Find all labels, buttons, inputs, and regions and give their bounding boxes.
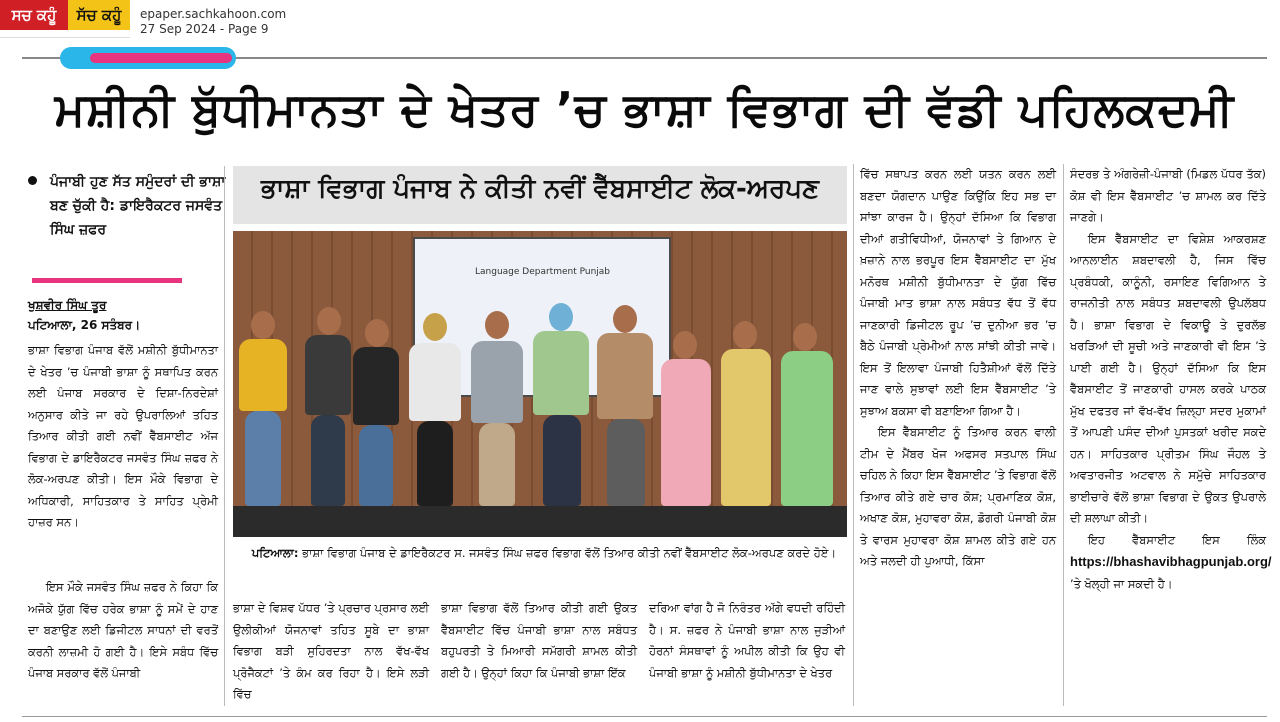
paragraph: ਇਸ ਵੈੱਬਸਾਈਟ ਨੂੰ ਤਿਆਰ ਕਰਨ ਵਾਲੀ ਟੀਮ ਦੇ ਮੈਂਬਰ ਖੋਜ ਅਫਸਰ ਸਤਪਾਲ ਸਿੰਘ ਚਹਿਲ ਨੇ ਕਿਹਾ ਇਸ ਵੈੱਬਸਾਈਟ ’ਤੇ ਵਿਭਾਗ ਵੱਲੋਂ ਤਿਆਰ ਕੀਤੇ ਗਏ ਚਾਰ ਕੋਸ਼; ਪ੍ਰਮਾਣਿਕ ਕੋਸ਼, ਅਖਾਣ ਕੋਸ਼, ਮੁਹਾਵਰਾ ਕੋਸ਼, ਡੋਗਰੀ ਪੰਜਾਬੀ ਕੋਸ਼ ਤੇ ਵਾਰਸ ਮੁਹਾਵਰਾ ਕੋਸ਼ ਸ਼ਾਮਲ ਕੀਤੇ ਗਏ ਹਨ ਅਤੇ ਜਲਦੀ ਹੀ ਪੁਆਧੀ, ਕਿੱਸਾ (860, 425, 1056, 568)
paragraph (1070, 530, 1272, 596)
person-head (423, 313, 447, 341)
paragraph: ਇਸ ਮੌਕੇ ਜਸਵੰਤ ਸਿੰਘ ਜ਼ਫਰ ਨੇ ਕਿਹਾ ਕਿ ਅਜੋਕੇ ਯੁੱਗ ਵਿੱਚ ਹਰੇਕ ਭਾਸ਼ਾ ਨੂੰ ਸਮੇਂ ਦੇ ਹਾਣ ਦਾ ਬਣਾਉਣ ਲਈ ਡਿਜੀਟਲ ਸਾਧਨਾਂ ਦੀ ਵਰਤੋਂ ਕਰਨੀ ਲਾਜ਼ਮੀ ਹੋ ਗਈ ਹੈ। ਇਸੇ ਸਬੰਧ ਵਿੱਚ ਪੰਜਾਬ ਸਰਕਾਰ ਵੱਲੋਂ ਪੰਜਾਬੀ (28, 580, 218, 680)
paragraph: ਦਰਿਆ ਵਾਂਗ ਹੈ ਜੋ ਨਿਰੰਤਰ ਅੱਗੇ ਵਧਦੀ ਰਹਿੰਦੀ ਹੈ। ਸ. ਜ਼ਫਰ ਨੇ ਪੰਜਾਬੀ ਭਾਸ਼ਾ ਨਾਲ ਜੁੜੀਆਂ ਹੋਰਨਾਂ ਸੰਸਥਾਵਾਂ ਨੂੰ ਅਪੀਲ ਕੀਤੀ ਕਿ ਉਹ ਵੀ ਪੰਜਾਬੀ ਭਾਸ਼ਾ ਨੂੰ ਮਸ਼ੀਨੀ ਬੁੱਧੀਮਾਨਤਾ ਦੇ ਖੇਤਰ (649, 601, 845, 680)
column-divider (1063, 164, 1064, 706)
link-tail: ’ਤੇ ਖੋਲ੍ਹੀ ਜਾ ਸਕਦੀ ਹੈ। (1070, 576, 1173, 591)
highlight-text: ਪੰਜਾਬੀ ਹੁਣ ਸੱਤ ਸਮੁੰਦਰਾਂ ਦੀ ਭਾਸ਼ਾ ਬਣ ਚੁੱਕੀ ਹੈ: ਡਾਇਰੈਕਟਰ ਜਸਵੰਤ ਸਿੰਘ ਜ਼ਫਰ (50, 174, 226, 238)
person (661, 359, 711, 506)
person (353, 347, 399, 425)
decorative-pill-pink (90, 53, 232, 63)
person (305, 335, 351, 415)
person (543, 415, 581, 506)
column-divider (224, 166, 225, 706)
person-head (793, 323, 817, 351)
person (311, 415, 345, 506)
column-1-continued (28, 577, 218, 685)
site-url[interactable]: epaper.sachkahoon.com (140, 7, 287, 21)
column-4 (649, 598, 845, 684)
column-5 (860, 164, 1056, 573)
person (597, 333, 653, 419)
person (359, 425, 393, 506)
caption-label: ਪਟਿਆਲਾ: (251, 546, 299, 560)
person (471, 341, 523, 423)
bottom-rule (22, 716, 1267, 717)
person-head (549, 303, 573, 331)
person-head (365, 319, 389, 347)
website-link[interactable]: https://bhashavibhagpunjab.org/ (1070, 554, 1272, 569)
person-head (251, 311, 275, 339)
byline: ਖੁਸ਼ਵੀਰ ਸਿੰਘ ਤੂਰ (28, 298, 107, 312)
paragraph: ਸੰਦਰਭ ਤੇ ਅੰਗਰੇਜ਼ੀ-ਪੰਜਾਬੀ (ਮਿਡਲ ਪੱਧਰ ਤੱਕ) ਕੋਸ਼ ਵੀ ਇਸ ਵੈੱਬਸਾਈਟ ’ਚ ਸ਼ਾਮਲ ਕਰ ਦਿੱਤੇ ਜਾਣਗੇ। (1070, 167, 1266, 224)
highlight-underline (32, 278, 182, 283)
person (607, 419, 645, 506)
person (409, 343, 461, 421)
caption-text: ਭਾਸ਼ਾ ਵਿਭਾਗ ਪੰਜਾਬ ਦੇ ਡਾਇਰੈਕਟਰ ਸ. ਜਸਵੰਤ ਸਿੰਘ ਜ਼ਫਰ ਵਿਭਾਗ ਵੱਲੋਂ ਤਿਆਰ ਕੀਤੀ ਨਵੀਂ ਵੈੱਬਸਾਈਟ ਲੋਕ-ਅਰਪਣ ਕਰਦੇ ਹੋਏ। (302, 546, 837, 560)
bullet-icon (28, 176, 37, 185)
person-head (485, 311, 509, 339)
person (533, 331, 589, 415)
link-lead: ਇਹ ਵੈੱਬਸਾਈਟ ਇਸ ਲਿੰਕ (1088, 532, 1266, 547)
person (417, 421, 453, 506)
person (245, 411, 281, 506)
paragraph: ਭਾਸ਼ਾ ਵਿਭਾਗ ਵੱਲੋਂ ਤਿਆਰ ਕੀਤੀ ਗਈ ਉਕਤ ਵੈੱਬਸਾਈਟ ਵਿੱਚ ਪੰਜਾਬੀ ਭਾਸ਼ਾ ਨਾਲ ਸਬੰਧਤ ਬਹੁਪਰਤੀ ਤੇ ਮਿਆਰੀ ਸਮੱਗਰੀ ਸ਼ਾਮਲ ਕੀਤੀ ਗਈ ਹੈ। ਉਨ੍ਹਾਂ ਕਿਹਾ ਕਿ ਪੰਜਾਬੀ ਭਾਸ਼ਾ ਇੱਕ (441, 601, 637, 680)
column-6 (1070, 164, 1272, 595)
column-1 (28, 340, 218, 534)
logo-right: ਸੱਚ ਕਹੂੰ (68, 0, 130, 30)
logo-tagline-strip (0, 30, 130, 38)
person (239, 339, 287, 411)
photo-floor (233, 506, 847, 537)
column-divider (853, 164, 854, 706)
person-head (613, 305, 637, 333)
column-3 (441, 598, 637, 684)
person (721, 349, 771, 506)
person-head (733, 321, 757, 349)
person (479, 423, 515, 506)
edition-date-page: 27 Sep 2024 - Page 9 (140, 22, 269, 36)
article-headline: ਮਸ਼ੀਨੀ ਬੁੱਧੀਮਾਨਤਾ ਦੇ ਖੇਤਰ ’ਚ ਭਾਸ਼ਾ ਵਿਭਾਗ ਦੀ ਵੱਡੀ ਪਹਿਲਕਦਮੀ (54, 82, 1235, 136)
person (781, 351, 833, 506)
epaper-header (0, 0, 1280, 40)
logo-left: ਸਚ ਕਹੂੰ (0, 0, 68, 30)
photo-caption (245, 542, 843, 564)
paragraph: ਵਿੱਚ ਸਥਾਪਤ ਕਰਨ ਲਈ ਯਤਨ ਕਰਨ ਲਈ ਬਣਦਾ ਯੋਗਦਾਨ ਪਾਉਣ ਕਿਉਂਕਿ ਇਹ ਸਭ ਦਾ ਸਾਂਝਾ ਕਾਰਜ ਹੈ। ਉਨ੍ਹਾਂ ਦੱਸਿਆ ਕਿ ਵਿਭਾਗ ਦੀਆਂ ਗਤੀਵਿਧੀਆਂ, ਯੋਜਨਾਵਾਂ ਤੇ ਗਿਆਨ ਦੇ ਖ਼ਜ਼ਾਨੇ ਨਾਲ ਭਰਪੂਰ ਇਸ ਵੈੱਬਸਾਈਟ ਦਾ ਮੁੱਖ ਮਨੋਰਥ ਮਸ਼ੀਨੀ ਬੁੱਧੀਮਾਨਤਾ ਦੇ ਯੁੱਗ ਵਿੱਚ ਪੰਜਾਬੀ ਮਾਤ ਭਾਸ਼ਾ ਨਾਲ ਸਬੰਧਤ ਵੱਧ ਤੋਂ ਵੱਧ ਜਾਣਕਾਰੀ ਡਿਜੀਟਲ ਰੂਪ ’ਚ ਦੁਨੀਆ ਭਰ ’ਚ ਬੈਠੇ ਪੰਜਾਬੀ ਪ੍ਰੇਮੀਆਂ ਨਾਲ ਸਾਂਝੀ ਕੀਤੀ ਜਾਵੇ। ਇਸ ਤੋਂ ਇਲਾਵਾ ਪੰਜਾਬੀ ਹਿਤੈਸ਼ੀਆਂ ਵੱਲੋਂ ਦਿੱਤੇ ਜਾਣ ਵਾਲੇ ਸੁਝਾਵਾਂ ਲਈ ਇਸ ਵੈੱਬਸਾਈਟ ’ਤੇ ਸੁਝਾਅ ਬਕਸਾ ਵੀ ਬਣਾਇਆ ਗਿਆ ਹੈ। (860, 167, 1056, 418)
person-head (317, 307, 341, 335)
paragraph: ਇਸ ਵੈੱਬਸਾਈਟ ਦਾ ਵਿਸ਼ੇਸ਼ ਆਕਰਸ਼ਣ ਆਨਲਾਈਨ ਸ਼ਬਦਾਵਲੀ ਹੈ, ਜਿਸ ਵਿੱਚ ਪ੍ਰਬੰਧਕੀ, ਕਾਨੂੰਨੀ, ਰਸਾਇਣ ਵਿਗਿਆਨ ਤੇ ਰਾਜਨੀਤੀ ਨਾਲ ਸਬੰਧਤ ਸ਼ਬਦਾਵਲੀ ਉਪਲੱਬਧ ਹੈ। ਭਾਸ਼ਾ ਵਿਭਾਗ ਦੇ ਵਿਕਾਊ ਤੇ ਦੁਰਲੱਭ ਖਰੜਿਆਂ ਦੀ ਸੂਚੀ ਅਤੇ ਜਾਣਕਾਰੀ ਵੀ ਇਸ ’ਤੇ ਪਾਈ ਗਈ ਹੈ। ਉਨ੍ਹਾਂ ਦੱਸਿਆ ਕਿ ਇਸ ਵੈੱਬਸਾਈਟ ਤੋਂ ਜਾਣਕਾਰੀ ਹਾਸਲ ਕਰਕੇ ਪਾਠਕ ਮੁੱਖ ਦਫਤਰ ਜਾਂ ਵੱਖ-ਵੱਖ ਜ਼ਿਲ੍ਹਾ ਸਦਰ ਮੁਕਾਮਾਂ ਤੋਂ ਆਪਣੀ ਪਸੰਦ ਦੀਆਂ ਪੁਸਤਕਾਂ ਖਰੀਦ ਸਕਦੇ ਹਨ। ਸਾਹਿਤਕਾਰ ਪ੍ਰੀਤਮ ਸਿੰਘ ਜੌਹਲ ਤੇ ਅਵਤਾਰਜੀਤ ਅਟਵਾਲ ਨੇ ਸਮੁੱਚੇ ਸਾਹਿਤਕਾਰ ਭਾਈਚਾਰੇ ਵੱਲੋਂ ਭਾਸ਼ਾ ਵਿਭਾਗ ਦੇ ਉਕਤ ਉਪਰਾਲੇ ਦੀ ਸ਼ਲਾਘਾ ਕੀਤੀ। (1070, 231, 1266, 525)
person-head (673, 331, 697, 359)
screen-text: Language Department Punjab (475, 267, 611, 277)
article-subheadline: ਭਾਸ਼ਾ ਵਿਭਾਗ ਪੰਜਾਬ ਨੇ ਕੀਤੀ ਨਵੀਂ ਵੈੱਬਸਾਈਟ ਲੋਕ-ਅਰਪਣ (261, 174, 819, 204)
paragraph: ਭਾਸ਼ਾ ਵਿਭਾਗ ਪੰਜਾਬ ਵੱਲੋਂ ਮਸ਼ੀਨੀ ਬੁੱਧੀਮਾਨਤਾ ਦੇ ਖੇਤਰ ’ਚ ਪੰਜਾਬੀ ਭਾਸ਼ਾ ਨੂੰ ਸਥਾਪਿਤ ਕਰਨ ਲਈ ਪੰਜਾਬ ਸਰਕਾਰ ਦੇ ਦਿਸ਼ਾ-ਨਿਰਦੇਸ਼ਾਂ ਅਨੁਸਾਰ ਕੀਤੇ ਜਾ ਰਹੇ ਉਪਰਾਲਿਆਂ ਤਹਿਤ ਤਿਆਰ ਕੀਤੀ ਗਈ ਨਵੀਂ ਵੈੱਬਸਾਈਟ ਅੱਜ ਵਿਭਾਗ ਦੇ ਡਾਇਰੈਕਟਰ ਜਸਵੰਤ ਸਿੰਘ ਜ਼ਫਰ ਨੇ ਲੋਕ-ਅਰਪਣ ਕੀਤੀ। ਇਸ ਮੌਕੇ ਵਿਭਾਗ ਦੇ ਅਧਿਕਾਰੀ, ਸਾਹਿਤਕਾਰ ਤੇ ਸਾਹਿਤ ਪ੍ਰੇਮੀ ਹਾਜ਼ਰ ਸਨ। (28, 343, 218, 529)
paragraph: ਭਾਸ਼ਾ ਦੇ ਵਿਸ਼ਵ ਪੱਧਰ ’ਤੇ ਪ੍ਰਚਾਰ ਪ੍ਰਸਾਰ ਲਈ ਉਲੀਕੀਆਂ ਯੋਜਨਾਵਾਂ ਤਹਿਤ ਸੂਬੇ ਦਾ ਭਾਸ਼ਾ ਵਿਭਾਗ ਬੜੀ ਸੁਹਿਰਦਤਾ ਨਾਲ ਵੱਖ-ਵੱਖ ਪ੍ਰੋਜੈਕਟਾਂ ’ਤੇ ਕੰਮ ਕਰ ਰਿਹਾ ਹੈ। ਇਸੇ ਲੜੀ ਵਿੱਚ (233, 601, 429, 701)
event-photo (233, 231, 847, 537)
dateline: ਪਟਿਆਲਾ, 26 ਸਤੰਬਰ। (28, 318, 141, 332)
column-2 (233, 598, 429, 706)
